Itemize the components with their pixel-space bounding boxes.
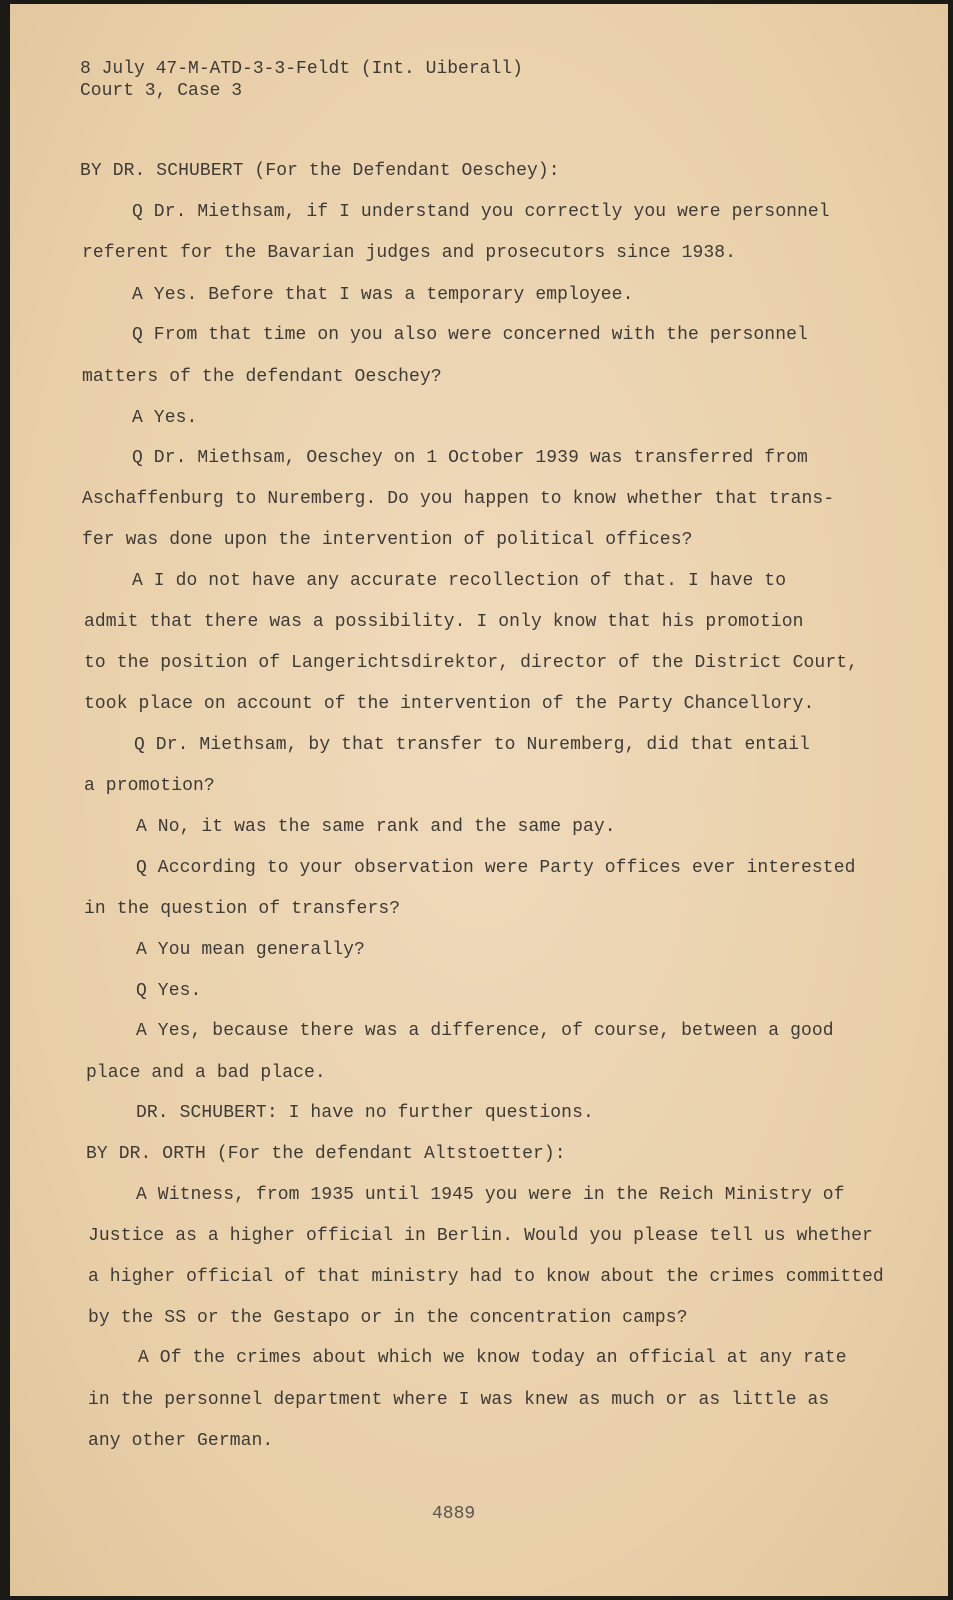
transcript-line: A No, it was the same rank and the same pay. [136,817,616,837]
transcript-line: Aschaffenburg to Nuremberg. Do you happen to know whether that trans- [82,489,835,509]
transcript-line: a promotion? [84,776,215,796]
transcript-line: A You mean generally? [136,940,365,960]
transcript-line: took place on account of the intervention of the Party Chancellory. [84,694,815,714]
transcript-line: A Yes, because there was a difference, of course, between a good [136,1021,834,1041]
transcript-line: in the personnel department where I was knew as much or as little as [88,1390,830,1410]
transcript-line: Q Dr. Miethsam, if I understand you correctly you were personnel [132,202,830,222]
transcript-line: Q Dr. Miethsam, by that transfer to Nuremberg, did that entail [134,735,810,755]
transcript-line: to the position of Langerichtsdirektor, director of the District Court, [84,653,859,673]
transcript-line: Q From that time on you also were concerned with the personnel [132,325,808,345]
transcript-line: a higher official of that ministry had to know about the crimes committed [88,1267,884,1287]
transcript-line: DR. SCHUBERT: I have no further questions. [136,1103,594,1123]
transcript-line: A I do not have any accurate recollection of that. I have to [132,571,787,591]
transcript-line: A Yes. [132,408,198,428]
transcript-line: A Witness, from 1935 until 1945 you were in the Reich Ministry of [136,1185,845,1205]
transcript-line: Q Dr. Miethsam, Oeschey on 1 October 1939 was transferred from [132,448,808,468]
transcript-line: any other German. [88,1431,274,1451]
page-number: 4889 [432,1504,476,1524]
transcript-line: Q Yes. [136,981,202,1001]
transcript-line: in the question of transfers? [84,899,401,919]
transcript-line: Justice as a higher official in Berlin. Would you please tell us whether [88,1226,873,1246]
transcript-line: fer was done upon the intervention of political offices? [82,530,693,550]
transcript-line: by the SS or the Gestapo or in the concentration camps? [88,1308,688,1328]
transcript-line: matters of the defendant Oeschey? [82,367,442,387]
transcript-line: BY DR. SCHUBERT (For the Defendant Oeschey): [80,161,560,181]
header-line-2: Court 3, Case 3 [80,81,243,101]
transcript-line: BY DR. ORTH (For the defendant Altstoetter): [86,1144,566,1164]
document-header [80,58,523,102]
transcript-line: A Yes. Before that I was a temporary employee. [132,285,634,305]
document-page [10,4,948,1596]
transcript-line: Q According to your observation were Party offices ever interested [136,858,856,878]
header-line-1: 8 July 47-M-ATD-3-3-Feldt (Int. Uiberall) [80,59,523,79]
transcript-line: admit that there was a possibility. I only know that his promotion [84,612,804,632]
transcript-line: A Of the crimes about which we know today an official at any rate [138,1348,847,1368]
transcript-line: referent for the Bavarian judges and prosecutors since 1938. [82,243,737,263]
transcript-line: place and a bad place. [86,1063,326,1083]
